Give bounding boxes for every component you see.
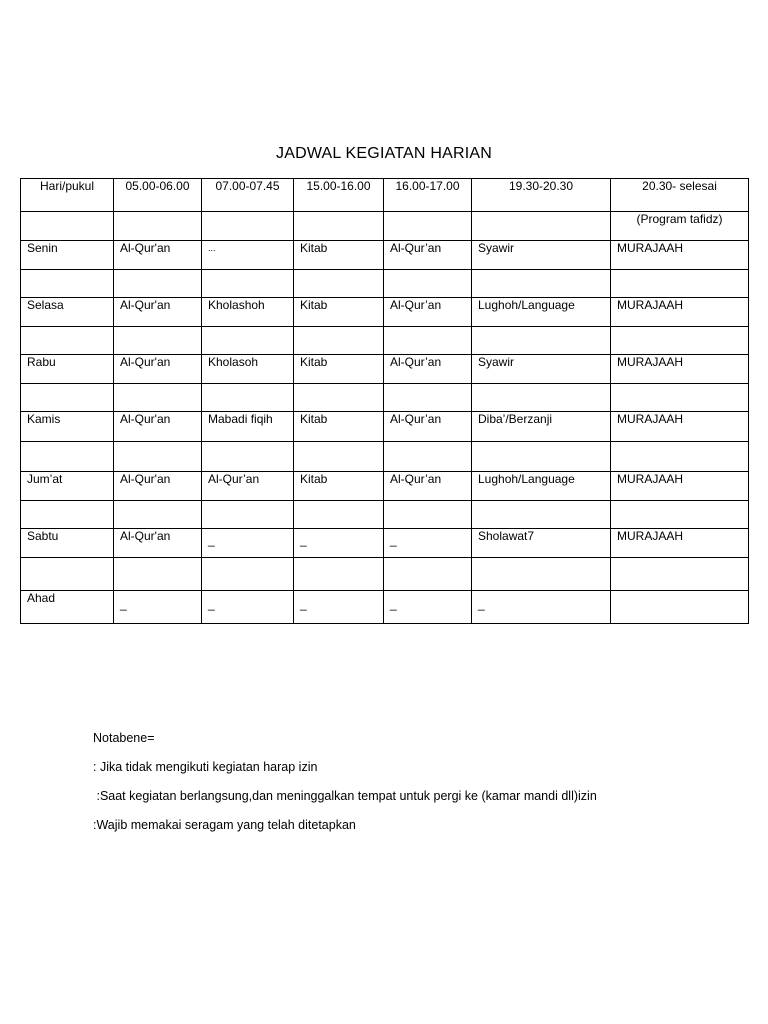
column-header: 07.00-07.45	[202, 179, 294, 212]
table-row	[21, 355, 749, 384]
day-cell: Ahad	[21, 591, 114, 624]
column-header: 16.00-17.00	[384, 179, 472, 212]
day-cell: Kamis	[21, 412, 114, 442]
table-cell: _	[384, 529, 472, 558]
table-row	[21, 298, 749, 327]
table-cell: Lughoh/Language	[472, 472, 611, 501]
table-cell	[21, 212, 114, 241]
table-cell: _	[202, 529, 294, 558]
table-row	[21, 472, 749, 501]
table-cell	[472, 212, 611, 241]
header-row	[21, 179, 749, 212]
spacer-row	[21, 270, 749, 298]
table-cell	[611, 591, 749, 624]
subheader-row	[21, 212, 749, 241]
table-cell: _	[294, 591, 384, 624]
day-cell: Jum’at	[21, 472, 114, 501]
day-cell: Rabu	[21, 355, 114, 384]
table-cell	[114, 212, 202, 241]
table-cell: MURAJAAH	[611, 472, 749, 501]
spacer-row	[21, 558, 749, 591]
table-cell: Kitab	[294, 298, 384, 327]
table-cell: _	[472, 591, 611, 624]
table-cell: Al-Qur'an	[114, 355, 202, 384]
notes-heading: Notabene=	[93, 731, 155, 745]
table-cell: Al-Qur'an	[114, 529, 202, 558]
table-cell: ...	[202, 241, 294, 270]
table-cell: _	[294, 529, 384, 558]
day-cell: Senin	[21, 241, 114, 270]
column-header: 19.30-20.30	[472, 179, 611, 212]
table-cell: Al-Qur’an	[384, 412, 472, 442]
table-cell: _	[202, 591, 294, 624]
table-cell: MURAJAAH	[611, 241, 749, 270]
table-cell: Al-Qur'an	[114, 298, 202, 327]
table-cell	[294, 212, 384, 241]
table-cell: Al-Qur’an	[202, 472, 294, 501]
table-cell: Kitab	[294, 412, 384, 442]
table-cell: Al-Qur’an	[384, 355, 472, 384]
table-cell	[202, 212, 294, 241]
table-cell: Al-Qur'an	[114, 412, 202, 442]
table-row	[21, 591, 749, 624]
table-row	[21, 412, 749, 442]
note-item: : Jika tidak mengikuti kegiatan harap izin	[93, 760, 318, 774]
note-item: :Wajib memakai seragam yang telah ditetapkan	[93, 818, 356, 832]
spacer-row	[21, 327, 749, 355]
table-row	[21, 529, 749, 558]
table-cell: Syawir	[472, 355, 611, 384]
table-cell: MURAJAAH	[611, 529, 749, 558]
table-cell: Diba’/Berzanji	[472, 412, 611, 442]
column-header: 15.00-16.00	[294, 179, 384, 212]
table-cell: Kholashoh	[202, 298, 294, 327]
table-cell: Al-Qur’an	[384, 241, 472, 270]
note-item: :Saat kegiatan berlangsung,dan meninggalkan tempat untuk pergi ke (kamar mandi dll)izin	[93, 789, 597, 803]
table-row	[21, 241, 749, 270]
table-cell: _	[114, 591, 202, 624]
table-cell: Sholawat7	[472, 529, 611, 558]
table-cell: MURAJAAH	[611, 412, 749, 442]
page-title: JADWAL KEGIATAN HARIAN	[276, 145, 492, 162]
column-header: Hari/pukul	[21, 179, 114, 212]
table-cell: Syawir	[472, 241, 611, 270]
spacer-row	[21, 384, 749, 412]
table-cell: _	[384, 591, 472, 624]
table-cell: MURAJAAH	[611, 355, 749, 384]
table-cell: Al-Qur’an	[384, 298, 472, 327]
column-header: 05.00-06.00	[114, 179, 202, 212]
notes-section	[93, 731, 597, 847]
spacer-row	[21, 501, 749, 529]
day-cell: Selasa	[21, 298, 114, 327]
table-cell: Al-Qur’an	[384, 472, 472, 501]
table-cell: Kitab	[294, 241, 384, 270]
column-header: 20.30- selesai	[611, 179, 749, 212]
table-cell: Al-Qur'an	[114, 472, 202, 501]
table-cell: Kitab	[294, 355, 384, 384]
table-cell: Kholasoh	[202, 355, 294, 384]
table-cell	[384, 212, 472, 241]
table-cell: Kitab	[294, 472, 384, 501]
day-cell: Sabtu	[21, 529, 114, 558]
spacer-row	[21, 442, 749, 472]
table-cell: Mabadi fiqih	[202, 412, 294, 442]
table-cell: MURAJAAH	[611, 298, 749, 327]
schedule-table	[20, 178, 749, 624]
table-cell: Lughoh/Language	[472, 298, 611, 327]
program-label: (Program tafidz)	[611, 212, 749, 241]
table-cell: Al-Qur'an	[114, 241, 202, 270]
